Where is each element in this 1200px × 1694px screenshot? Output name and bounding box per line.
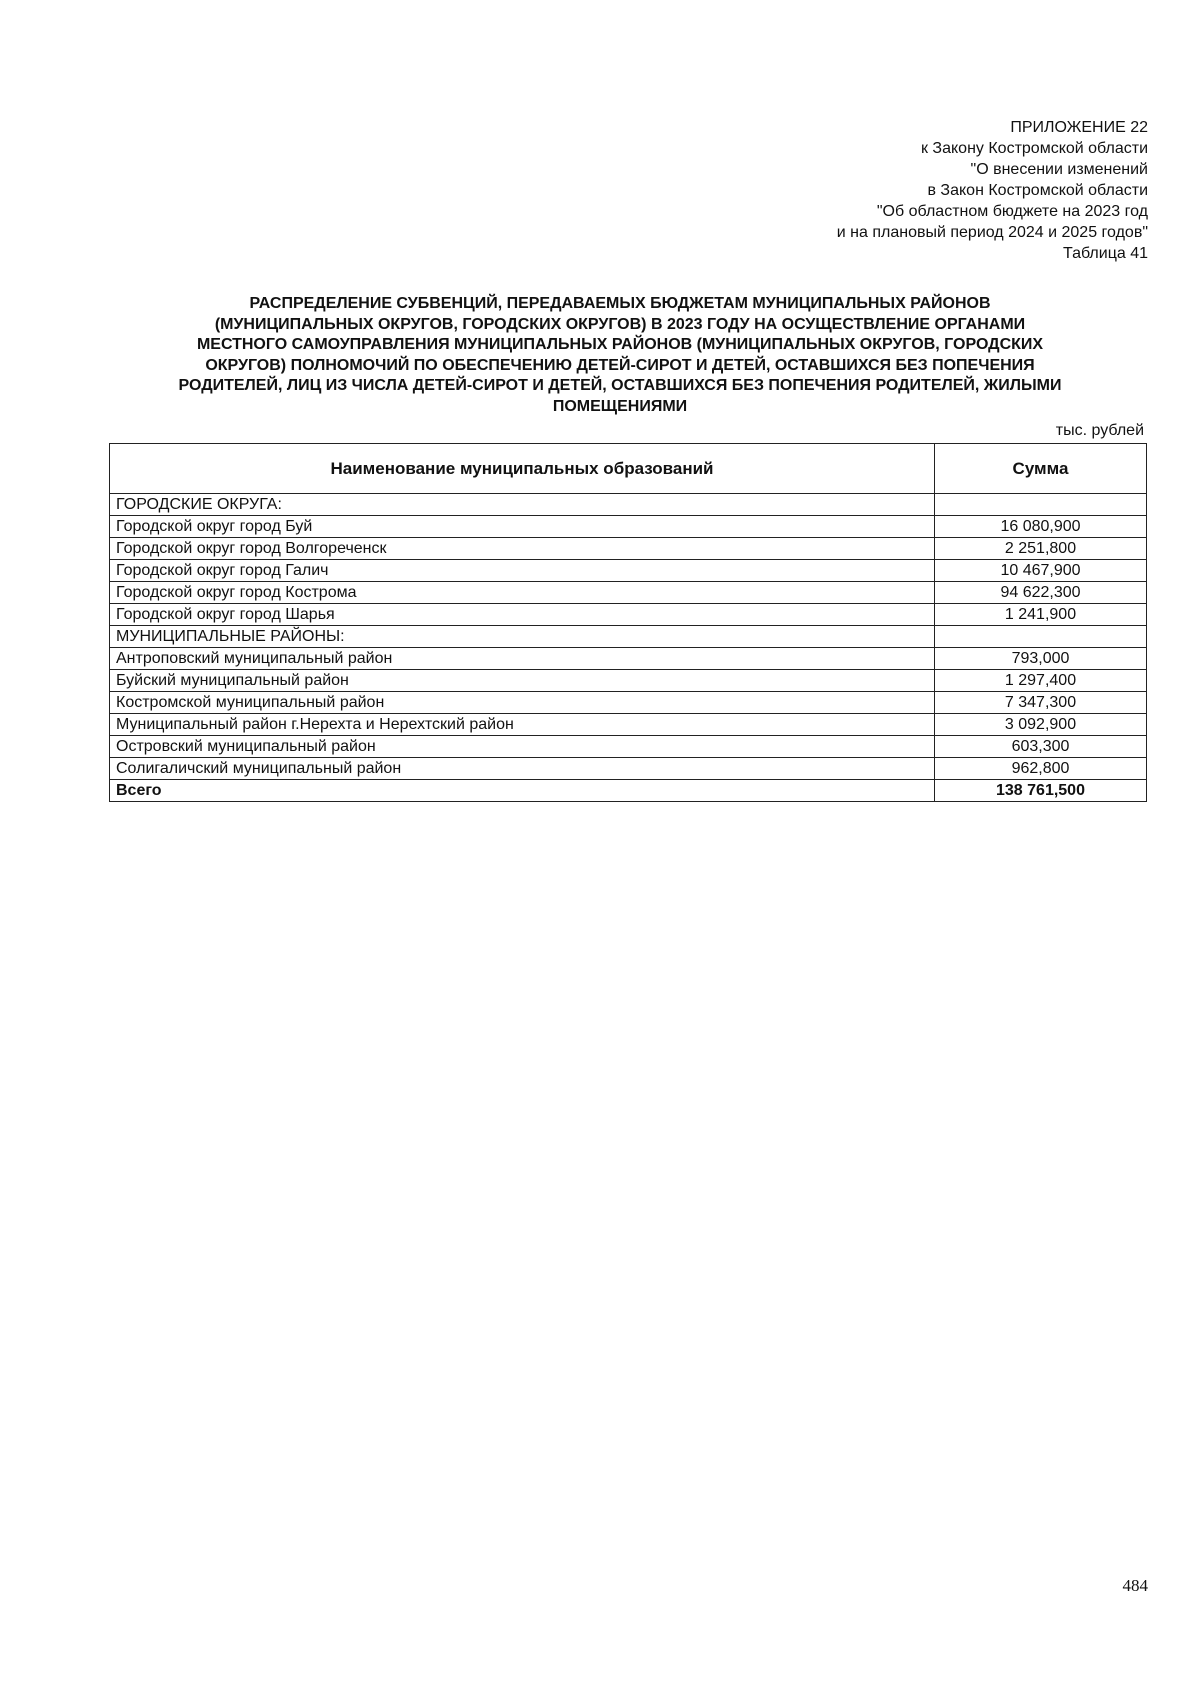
subvention-table xyxy=(109,443,1147,802)
row-name: Антроповский муниципальный район xyxy=(110,648,935,670)
row-sum: 1 297,400 xyxy=(935,670,1147,692)
table-row xyxy=(110,516,1147,538)
row-name: Городской округ город Кострома xyxy=(110,582,935,604)
row-sum: 2 251,800 xyxy=(935,538,1147,560)
total-row xyxy=(110,780,1147,802)
total-name: Всего xyxy=(110,780,935,802)
table-row xyxy=(110,758,1147,780)
row-name: Солигаличский муниципальный район xyxy=(110,758,935,780)
table-row xyxy=(110,538,1147,560)
row-sum: 1 241,900 xyxy=(935,604,1147,626)
page-number: 484 xyxy=(1122,1576,1148,1595)
appendix-line: в Закон Костромской области xyxy=(927,182,1148,199)
row-sum: 10 467,900 xyxy=(935,560,1147,582)
appendix-line: к Закону Костромской области xyxy=(920,140,1148,157)
appendix-line: "О внесении изменений xyxy=(970,161,1148,178)
appendix-line: ПРИЛОЖЕНИЕ 22 xyxy=(1010,119,1148,136)
table-row xyxy=(110,692,1147,714)
total-sum: 138 761,500 xyxy=(935,780,1147,802)
table-row xyxy=(110,582,1147,604)
title-line: РОДИТЕЛЕЙ, ЛИЦ ИЗ ЧИСЛА ДЕТЕЙ-СИРОТ И ДЕТЕЙ, ОСТАВШИХСЯ БЕЗ ПОПЕЧЕНИЯ РОДИТЕЛЕЙ, ЖИЛЫМИ xyxy=(178,377,1062,394)
appendix-line: "Об областном бюджете на 2023 год xyxy=(876,203,1148,220)
table-row xyxy=(110,736,1147,758)
section-row xyxy=(110,626,1147,648)
row-name: Городской округ город Шарья xyxy=(110,604,935,626)
section-row xyxy=(110,494,1147,516)
row-name: Островский муниципальный район xyxy=(110,736,935,758)
table-header-row xyxy=(110,444,1147,494)
row-name: ГОРОДСКИЕ ОКРУГА: xyxy=(110,494,935,516)
title-line: ОКРУГОВ) ПОЛНОМОЧИЙ ПО ОБЕСПЕЧЕНИЮ ДЕТЕЙ-СИРОТ И ДЕТЕЙ, ОСТАВШИХСЯ БЕЗ ПОПЕЧЕНИЯ xyxy=(205,356,1035,374)
document-title xyxy=(110,294,1130,417)
title-line: (МУНИЦИПАЛЬНЫХ ОКРУГОВ, ГОРОДСКИХ ОКРУГОВ) В 2023 ГОДУ НА ОСУЩЕСТВЛЕНИЕ ОРГАНАМИ xyxy=(214,315,1026,333)
table-row xyxy=(110,560,1147,582)
row-sum: 3 092,900 xyxy=(935,714,1147,736)
row-sum xyxy=(935,626,1147,648)
row-sum: 16 080,900 xyxy=(935,516,1147,538)
header-sum: Сумма xyxy=(935,444,1147,494)
table-row xyxy=(110,604,1147,626)
row-sum: 7 347,300 xyxy=(935,692,1147,714)
row-name: Костромской муниципальный район xyxy=(110,692,935,714)
row-sum: 94 622,300 xyxy=(935,582,1147,604)
appendix-line: и на плановый период 2024 и 2025 годов" xyxy=(836,224,1148,241)
title-line: ПОМЕЩЕНИЯМИ xyxy=(552,397,688,415)
table-row xyxy=(110,714,1147,736)
row-name: Буйский муниципальный район xyxy=(110,670,935,692)
table-number: Таблица 41 xyxy=(1063,245,1148,262)
row-name: МУНИЦИПАЛЬНЫЕ РАЙОНЫ: xyxy=(110,626,935,648)
row-name: Городской округ город Буй xyxy=(110,516,935,538)
row-name: Городской округ город Галич xyxy=(110,560,935,582)
header-name: Наименование муниципальных образований xyxy=(110,444,935,494)
units-label: тыс. рублей xyxy=(1055,422,1144,439)
row-sum: 603,300 xyxy=(935,736,1147,758)
row-sum: 962,800 xyxy=(935,758,1147,780)
row-sum xyxy=(935,494,1147,516)
appendix-header xyxy=(837,117,1148,264)
row-name: Муниципальный район г.Нерехта и Нерехтский район xyxy=(110,714,935,736)
table-row xyxy=(110,648,1147,670)
title-line: РАСПРЕДЕЛЕНИЕ СУБВЕНЦИЙ, ПЕРЕДАВАЕМЫХ БЮДЖЕТАМ МУНИЦИПАЛЬНЫХ РАЙОНОВ xyxy=(249,295,991,312)
title-line: МЕСТНОГО САМОУПРАВЛЕНИЯ МУНИЦИПАЛЬНЫХ РАЙОНОВ (МУНИЦИПАЛЬНЫХ ОКРУГОВ, ГОРОДСКИХ xyxy=(196,336,1044,353)
row-sum: 793,000 xyxy=(935,648,1147,670)
row-name: Городской округ город Волгореченск xyxy=(110,538,935,560)
table-row xyxy=(110,670,1147,692)
